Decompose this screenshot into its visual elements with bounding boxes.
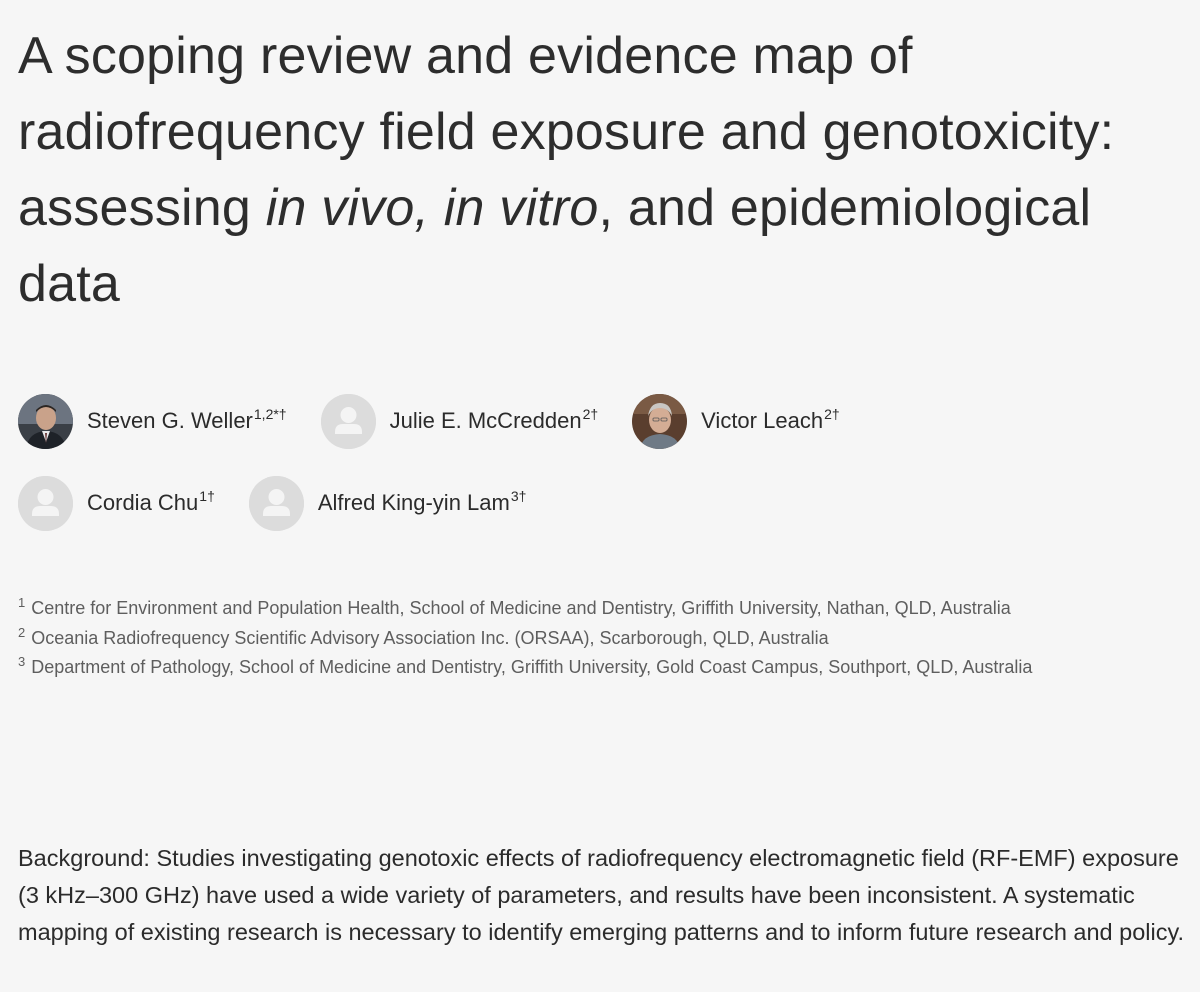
affiliation-number: 3 <box>18 654 26 669</box>
author-photo-avatar <box>18 394 73 449</box>
author-list <box>18 393 1188 557</box>
abstract-text: Studies investigating genotoxic effects of radiofrequency electromagnetic field (RF-EMF) exposure (3 kHz–300 GHz) have used a wide variety of parameters, and results have been inconsistent. A systematic mapping of existing research is necessary to identify emerging patterns and to inform future research and policy. <box>18 845 1185 945</box>
author-row-2 <box>18 475 1188 531</box>
title-text: A scoping review and evidence map of radiofrequency field exposure and genotoxicity: assessing <box>18 27 1115 237</box>
author-name: Alfred King-yin Lam$^{3\dagger}$ <box>317 488 527 515</box>
user-placeholder-icon <box>249 476 304 531</box>
author-julie-mccredden[interactable] <box>321 394 599 449</box>
article-title <box>18 18 1188 322</box>
article-header <box>18 18 1188 945</box>
affiliation-item <box>18 653 1168 683</box>
author-superscript: 2† <box>582 406 599 422</box>
affiliation-item <box>18 624 1168 654</box>
author-cordia-chu[interactable] <box>18 476 215 531</box>
author-superscript: 3† <box>510 488 527 504</box>
title-italic: in vivo, in vitro <box>265 179 599 237</box>
affiliation-number: 2 <box>18 624 26 640</box>
author-row-1 <box>18 393 1188 449</box>
author-alfred-lam[interactable] <box>249 476 527 531</box>
abstract-label: Background: <box>18 845 150 871</box>
author-name: Julie E. McCredden$^{2\dagger}$ <box>389 406 599 433</box>
title-text-end: , and epidemiological data <box>18 179 1092 313</box>
affiliation-item <box>18 594 1168 624</box>
author-name: Cordia Chu$^{1\dagger}$ <box>87 488 215 515</box>
affiliation-text: Department of Pathology, School of Medicine and Dentistry, Griffith University, Gold Coast Campus, Southport, QLD, Australia <box>31 657 1033 677</box>
affiliation-number: 1 <box>18 595 26 610</box>
author-victor-leach[interactable] <box>632 394 839 449</box>
author-name: Victor Leach$^{2\dagger}$ <box>701 406 840 433</box>
affiliation-list <box>18 594 1168 683</box>
author-steven-weller[interactable] <box>18 394 287 449</box>
author-superscript: 2† <box>824 406 840 422</box>
author-photo-avatar <box>632 394 687 449</box>
user-placeholder-icon <box>18 476 73 531</box>
affiliation-text: Centre for Environment and Population Health, School of Medicine and Dentistry, Griffith University, Nathan, QLD, Australia <box>31 598 1011 618</box>
author-name: Steven G. Weller$^{1,2*\dagger}$ <box>87 406 287 433</box>
affiliation-text: Oceania Radiofrequency Scientific Advisory Association Inc. (ORSAA), Scarborough, QLD, Australia <box>31 627 829 648</box>
user-placeholder-icon <box>321 394 376 449</box>
abstract-background <box>18 840 1188 951</box>
author-superscript: 1† <box>199 488 215 504</box>
author-superscript: 1,2*† <box>253 406 287 422</box>
